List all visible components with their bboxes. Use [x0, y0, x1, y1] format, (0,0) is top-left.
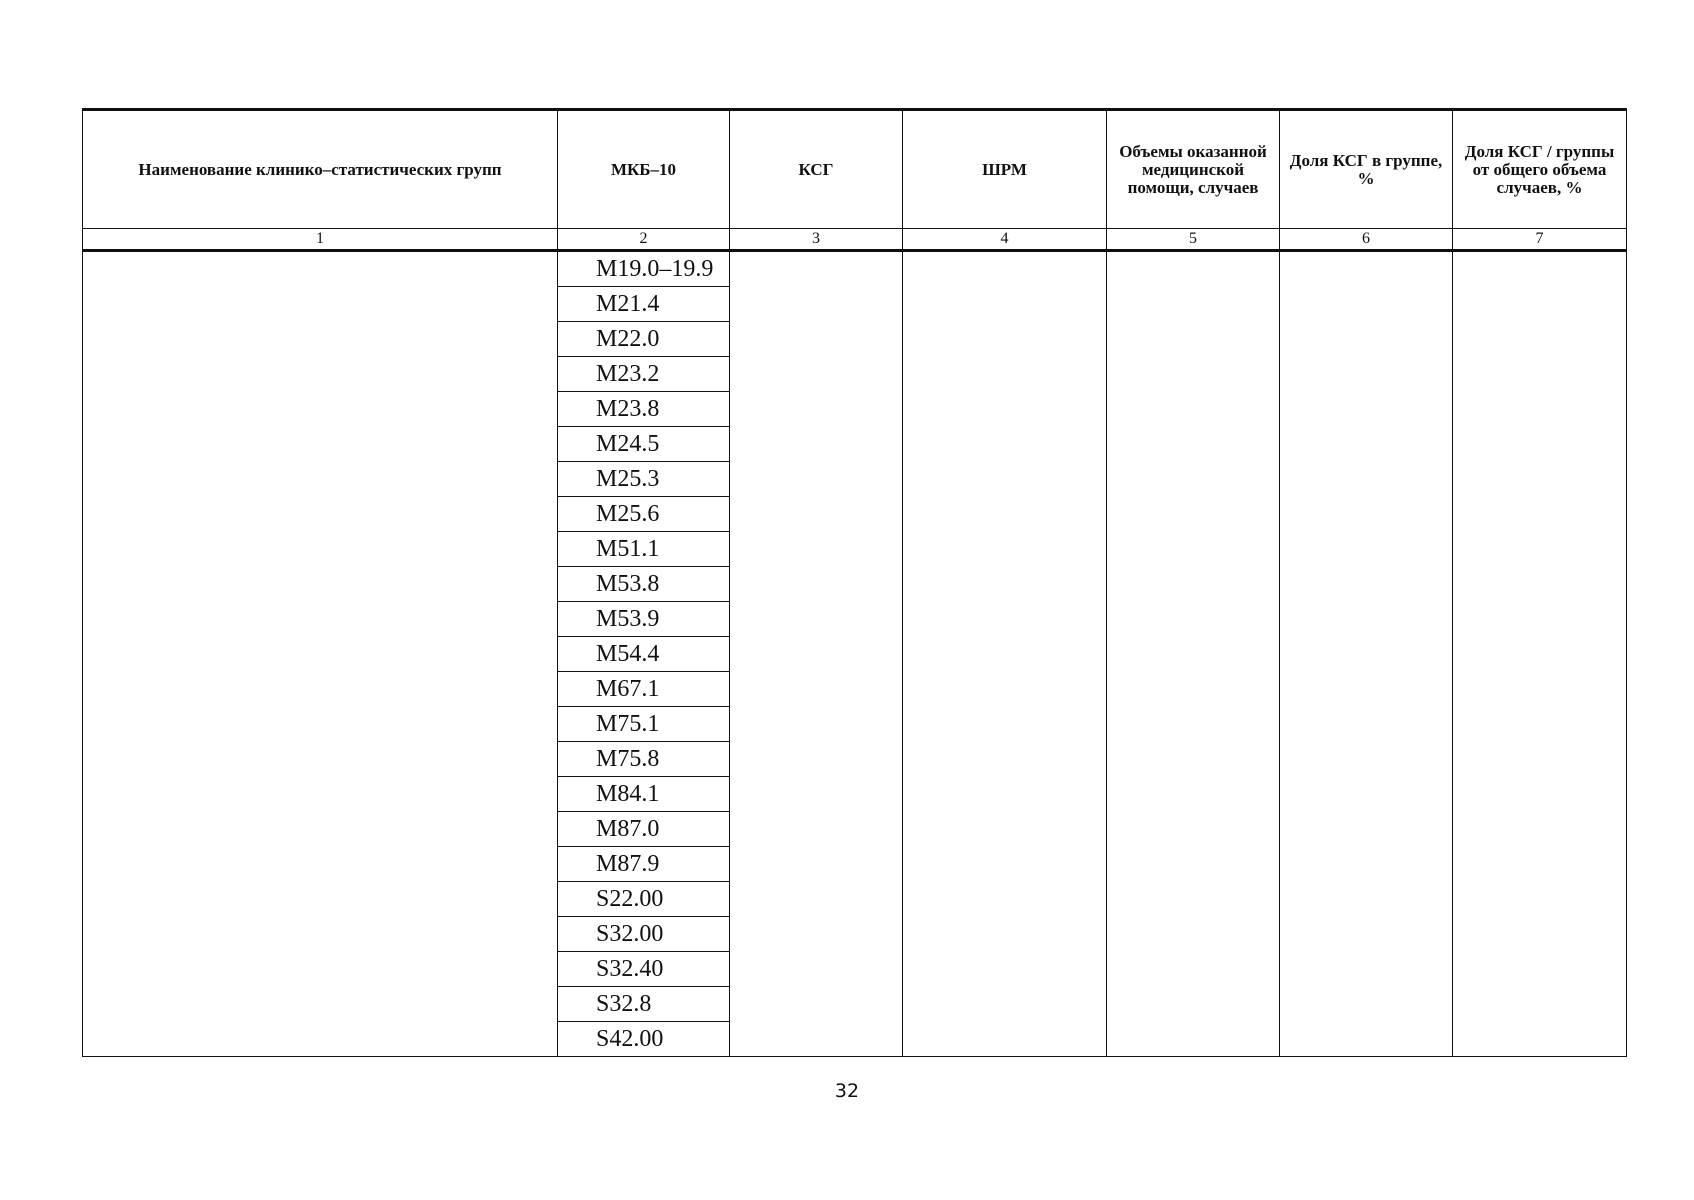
table-row	[83, 882, 1627, 917]
empty-cell	[730, 637, 903, 672]
empty-cell	[83, 1022, 558, 1057]
column-number: 6	[1280, 229, 1453, 251]
empty-cell	[83, 672, 558, 707]
mkb-code-cell: S32.00	[558, 917, 730, 952]
page-number: 32	[834, 1080, 860, 1102]
header-ksg: КСГ	[730, 110, 903, 229]
empty-cell	[1107, 427, 1280, 462]
mkb-code-cell: M87.0	[558, 812, 730, 847]
empty-cell	[1453, 567, 1627, 602]
empty-cell	[1107, 917, 1280, 952]
header-row	[83, 110, 1627, 229]
header-ksg-share-group: Доля КСГ в группе, %	[1280, 110, 1453, 229]
empty-cell	[1453, 672, 1627, 707]
empty-cell	[1453, 1022, 1627, 1057]
mkb-code-cell: M19.0–19.9	[558, 251, 730, 287]
empty-cell	[1453, 251, 1627, 287]
empty-cell	[83, 602, 558, 637]
table-row	[83, 357, 1627, 392]
column-number: 2	[558, 229, 730, 251]
empty-cell	[83, 812, 558, 847]
mkb-code-cell: M75.1	[558, 707, 730, 742]
column-number: 7	[1453, 229, 1627, 251]
empty-cell	[1280, 637, 1453, 672]
empty-cell	[1453, 392, 1627, 427]
mkb-code-cell: M22.0	[558, 322, 730, 357]
empty-cell	[903, 917, 1107, 952]
empty-cell	[730, 987, 903, 1022]
mkb-code-cell: S22.00	[558, 882, 730, 917]
empty-cell	[1280, 357, 1453, 392]
empty-cell	[1453, 742, 1627, 777]
empty-cell	[1453, 497, 1627, 532]
header-ksg-share-total: Доля КСГ / группы от общего объема случаев, %	[1453, 110, 1627, 229]
empty-cell	[83, 777, 558, 812]
mkb-code-cell: M53.8	[558, 567, 730, 602]
empty-cell	[1280, 952, 1453, 987]
empty-cell	[730, 952, 903, 987]
table-row	[83, 987, 1627, 1022]
table-row	[83, 707, 1627, 742]
empty-cell	[730, 251, 903, 287]
empty-cell	[1453, 462, 1627, 497]
empty-cell	[1453, 882, 1627, 917]
mkb-code-cell: M54.4	[558, 637, 730, 672]
mkb-code-cell: M67.1	[558, 672, 730, 707]
empty-cell	[1280, 987, 1453, 1022]
empty-cell	[1280, 427, 1453, 462]
mkb-code-cell: M25.3	[558, 462, 730, 497]
table-row	[83, 392, 1627, 427]
empty-cell	[1107, 777, 1280, 812]
empty-cell	[83, 952, 558, 987]
header-group-name: Наименование клинико–статистических групп	[83, 110, 558, 229]
table-row	[83, 917, 1627, 952]
empty-cell	[730, 602, 903, 637]
empty-cell	[903, 427, 1107, 462]
empty-cell	[1453, 847, 1627, 882]
table-row	[83, 322, 1627, 357]
empty-cell	[903, 777, 1107, 812]
empty-cell	[83, 392, 558, 427]
empty-cell	[903, 742, 1107, 777]
mkb-code-cell: M51.1	[558, 532, 730, 567]
empty-cell	[730, 812, 903, 847]
table-row	[83, 1022, 1627, 1057]
empty-cell	[730, 357, 903, 392]
empty-cell	[1280, 287, 1453, 322]
column-number: 5	[1107, 229, 1280, 251]
column-number-row	[83, 229, 1627, 251]
table-row	[83, 251, 1627, 287]
empty-cell	[1280, 847, 1453, 882]
empty-cell	[1107, 707, 1280, 742]
table-row	[83, 567, 1627, 602]
mkb-code-cell: M23.8	[558, 392, 730, 427]
empty-cell	[83, 987, 558, 1022]
empty-cell	[903, 462, 1107, 497]
mkb-code-cell: S32.40	[558, 952, 730, 987]
mkb-code-cell: M84.1	[558, 777, 730, 812]
empty-cell	[903, 322, 1107, 357]
table-row	[83, 672, 1627, 707]
mkb-code-cell: S32.8	[558, 987, 730, 1022]
empty-cell	[1280, 672, 1453, 707]
empty-cell	[1107, 637, 1280, 672]
empty-cell	[730, 1022, 903, 1057]
empty-cell	[730, 847, 903, 882]
empty-cell	[1280, 917, 1453, 952]
empty-cell	[730, 497, 903, 532]
empty-cell	[1280, 392, 1453, 427]
empty-cell	[83, 847, 558, 882]
empty-cell	[1453, 917, 1627, 952]
mkb-code-cell: M23.2	[558, 357, 730, 392]
table-row	[83, 777, 1627, 812]
empty-cell	[1107, 287, 1280, 322]
mkb-code-cell: M25.6	[558, 497, 730, 532]
empty-cell	[1453, 357, 1627, 392]
header-mkb10: МКБ–10	[558, 110, 730, 229]
empty-cell	[1107, 251, 1280, 287]
empty-cell	[730, 532, 903, 567]
empty-cell	[83, 742, 558, 777]
empty-cell	[903, 567, 1107, 602]
empty-cell	[1453, 812, 1627, 847]
empty-cell	[730, 882, 903, 917]
header-shrm: ШРМ	[903, 110, 1107, 229]
mkb-code-cell: M24.5	[558, 427, 730, 462]
empty-cell	[903, 882, 1107, 917]
clinical-groups-table	[82, 108, 1627, 1057]
empty-cell	[1453, 637, 1627, 672]
empty-cell	[1280, 532, 1453, 567]
empty-cell	[1280, 1022, 1453, 1057]
empty-cell	[730, 462, 903, 497]
empty-cell	[1453, 777, 1627, 812]
empty-cell	[903, 392, 1107, 427]
empty-cell	[903, 847, 1107, 882]
empty-cell	[83, 357, 558, 392]
mkb-code-cell: M87.9	[558, 847, 730, 882]
empty-cell	[730, 672, 903, 707]
empty-cell	[1107, 812, 1280, 847]
empty-cell	[1107, 742, 1280, 777]
table-row	[83, 602, 1627, 637]
empty-cell	[1107, 497, 1280, 532]
header-volumes: Объемы оказанной медицинской помощи, случаев	[1107, 110, 1280, 229]
empty-cell	[1107, 462, 1280, 497]
table-row	[83, 462, 1627, 497]
empty-cell	[1107, 357, 1280, 392]
empty-cell	[83, 427, 558, 462]
empty-cell	[1107, 602, 1280, 637]
empty-cell	[730, 777, 903, 812]
empty-cell	[903, 532, 1107, 567]
empty-cell	[83, 251, 558, 287]
empty-cell	[1107, 567, 1280, 602]
empty-cell	[730, 742, 903, 777]
table-row	[83, 952, 1627, 987]
empty-cell	[1280, 742, 1453, 777]
table-row	[83, 637, 1627, 672]
empty-cell	[1107, 392, 1280, 427]
empty-cell	[83, 707, 558, 742]
empty-cell	[903, 987, 1107, 1022]
empty-cell	[83, 917, 558, 952]
empty-cell	[903, 812, 1107, 847]
empty-cell	[1107, 1022, 1280, 1057]
empty-cell	[903, 251, 1107, 287]
empty-cell	[83, 637, 558, 672]
empty-cell	[730, 427, 903, 462]
empty-cell	[903, 602, 1107, 637]
empty-cell	[1453, 322, 1627, 357]
empty-cell	[83, 287, 558, 322]
empty-cell	[1280, 322, 1453, 357]
column-number: 4	[903, 229, 1107, 251]
table-row	[83, 742, 1627, 777]
empty-cell	[903, 497, 1107, 532]
empty-cell	[83, 462, 558, 497]
empty-cell	[1107, 672, 1280, 707]
mkb-code-cell: M53.9	[558, 602, 730, 637]
empty-cell	[83, 532, 558, 567]
empty-cell	[903, 287, 1107, 322]
empty-cell	[1280, 882, 1453, 917]
empty-cell	[730, 287, 903, 322]
empty-cell	[903, 672, 1107, 707]
empty-cell	[1280, 462, 1453, 497]
empty-cell	[730, 322, 903, 357]
empty-cell	[730, 567, 903, 602]
empty-cell	[903, 637, 1107, 672]
mkb-code-cell: S42.00	[558, 1022, 730, 1057]
empty-cell	[1453, 427, 1627, 462]
empty-cell	[1280, 812, 1453, 847]
empty-cell	[1280, 251, 1453, 287]
empty-cell	[903, 1022, 1107, 1057]
empty-cell	[903, 357, 1107, 392]
empty-cell	[83, 497, 558, 532]
empty-cell	[83, 567, 558, 602]
empty-cell	[730, 917, 903, 952]
empty-cell	[730, 707, 903, 742]
empty-cell	[1453, 987, 1627, 1022]
empty-cell	[1280, 707, 1453, 742]
empty-cell	[1107, 987, 1280, 1022]
empty-cell	[1453, 707, 1627, 742]
empty-cell	[1453, 602, 1627, 637]
table-row	[83, 812, 1627, 847]
empty-cell	[903, 707, 1107, 742]
empty-cell	[1107, 952, 1280, 987]
empty-cell	[1280, 777, 1453, 812]
empty-cell	[1280, 567, 1453, 602]
empty-cell	[1280, 497, 1453, 532]
empty-cell	[1107, 532, 1280, 567]
mkb-code-cell: M75.8	[558, 742, 730, 777]
empty-cell	[1280, 602, 1453, 637]
table-row	[83, 287, 1627, 322]
empty-cell	[1453, 287, 1627, 322]
table-row	[83, 427, 1627, 462]
table-body	[83, 251, 1627, 1057]
empty-cell	[1453, 532, 1627, 567]
table-row	[83, 532, 1627, 567]
empty-cell	[83, 322, 558, 357]
empty-cell	[1107, 882, 1280, 917]
empty-cell	[1107, 847, 1280, 882]
table-row	[83, 847, 1627, 882]
mkb-code-cell: M21.4	[558, 287, 730, 322]
empty-cell	[730, 392, 903, 427]
empty-cell	[1453, 952, 1627, 987]
empty-cell	[1107, 322, 1280, 357]
empty-cell	[903, 952, 1107, 987]
empty-cell	[83, 882, 558, 917]
column-number: 1	[83, 229, 558, 251]
table-row	[83, 497, 1627, 532]
column-number: 3	[730, 229, 903, 251]
